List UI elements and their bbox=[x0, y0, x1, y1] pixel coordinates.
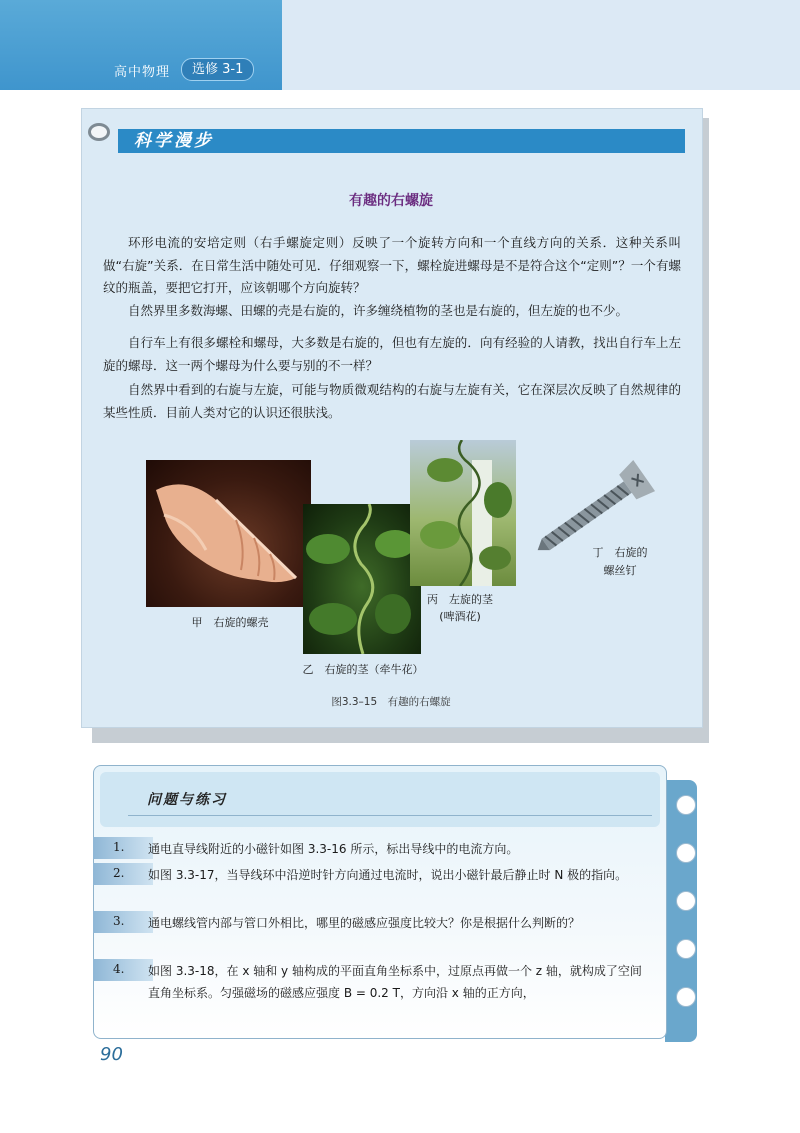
hops-photo bbox=[410, 440, 516, 586]
exercise-number: 2. bbox=[113, 866, 125, 880]
caption-ding-line2: 螺丝钉 bbox=[603, 564, 637, 577]
article-title: 有趣的右螺旋 bbox=[349, 193, 433, 209]
caption-bing-line2: (啤酒花) bbox=[439, 610, 481, 623]
exercise-text: 通电直导线附近的小磁针如图 3.3-16 所示，标出导线中的电流方向。 bbox=[148, 842, 519, 856]
binder-hole-icon bbox=[676, 795, 696, 815]
paragraph-2: 自然界里多数海螺、田螺的壳是右旋的，许多缠绕植物的茎也是右旋的，但左旋的也不少。 bbox=[128, 303, 629, 318]
caption-ding-line1: 丁 右旋的 bbox=[592, 546, 648, 559]
course-badge: 选修 3-1 bbox=[181, 58, 254, 81]
binder-hole-icon bbox=[676, 891, 696, 911]
binder-hole-icon bbox=[676, 939, 696, 959]
subject-label: 高中物理 bbox=[114, 65, 171, 80]
caption-jia: 甲 右旋的螺壳 bbox=[191, 616, 269, 629]
shell-illustration bbox=[146, 460, 311, 607]
morning-glory-photo bbox=[303, 504, 421, 654]
exercise-number: 1. bbox=[113, 840, 125, 854]
exercise-text: 如图 3.3-17，当导线环中沿逆时针方向通过电流时，说出小磁针最后静止时 N 极的指向。 bbox=[148, 868, 628, 882]
paragraph-4: 自然界中看到的右旋与左旋，可能与物质微观结构的右旋与左旋有关，它在深层次反映了自然规律的某些性质．目前人类对它的认识还很肤浅。 bbox=[103, 382, 681, 420]
paragraph-1: 环形电流的安培定则（右手螺旋定则）反映了一个旋转方向和一个直线方向的关系．这种关系叫做“右旋”关系．在日常生活中随处可见．仔细观察一下，螺栓旋进螺母是不是符合这个“定则”？一个有螺纹的瓶盖，要把它打开，应该朝哪个方向旋转？ bbox=[103, 235, 681, 295]
ring-icon bbox=[88, 123, 110, 141]
exercise-text: 通电螺线管内部与管口外相比，哪里的磁感应强度比较大？你是根据什么判断的？ bbox=[148, 916, 581, 930]
exercises-divider bbox=[128, 815, 652, 816]
binder-hole-icon bbox=[676, 843, 696, 863]
vine-illustration bbox=[303, 504, 421, 654]
caption-yi: 乙 右旋的茎（牵牛花） bbox=[302, 663, 424, 676]
caption-bing-line1: 丙 左旋的茎 bbox=[427, 593, 493, 606]
figure-caption: 图3.3–15 有趣的右螺旋 bbox=[331, 696, 451, 708]
exercise-number: 3. bbox=[113, 914, 125, 928]
hops-illustration bbox=[410, 440, 516, 586]
exercise-number: 4. bbox=[113, 962, 125, 976]
exercise-text: 如图 3.3-18，在 x 轴和 y 轴构成的平面直角坐标系中，过原点再做一个 z 轴，就构成了空间直角坐标系。匀强磁场的磁感应强度 B = 0.2 T，方向沿 x 轴的正方向， bbox=[148, 964, 642, 1000]
exercises-title: 问题与练习 bbox=[147, 792, 227, 808]
shell-photo bbox=[146, 460, 311, 607]
page-number: 90 bbox=[100, 1044, 123, 1065]
section-title: 科学漫步 bbox=[134, 131, 214, 151]
binder-hole-icon bbox=[676, 987, 696, 1007]
header-band-right bbox=[282, 0, 800, 90]
paragraph-3: 自行车上有很多螺栓和螺母，大多数是右旋的，但也有左旋的．向有经验的人请教，找出自行车上左旋的螺母．这一两个螺母为什么要与别的不一样？ bbox=[103, 335, 681, 373]
